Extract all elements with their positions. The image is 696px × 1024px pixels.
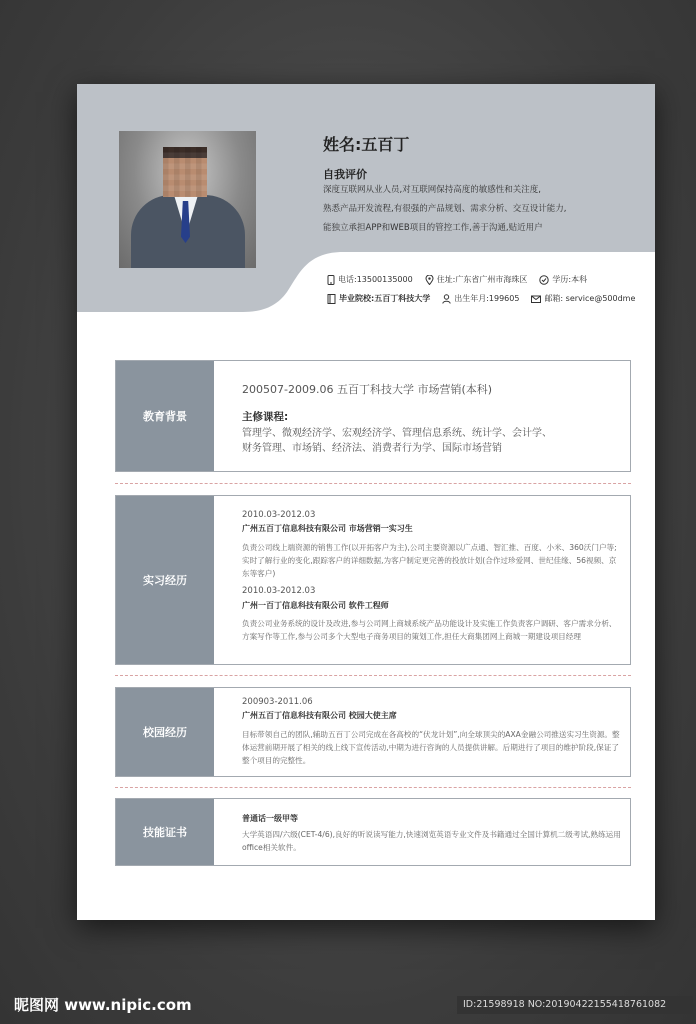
contact-row-2 (327, 293, 647, 304)
internship-label: 实习经历 (116, 496, 214, 664)
section-divider (115, 675, 631, 676)
person-icon (442, 294, 451, 304)
self-evaluation-line: 能独立承担APP和WEB项目的管控工作,善于沟通,贴近用户 (323, 223, 543, 233)
phone-icon (327, 275, 335, 285)
self-evaluation-line: 深度互联网从业人员,对互联网保持高度的敏感性和关注度, (323, 185, 541, 195)
contact-school: 毕业院校:五百丁科技大学 (339, 294, 431, 303)
location-pin-icon (425, 275, 434, 285)
watermark-logo: 昵图网 www.nipic.com (14, 996, 192, 1014)
campus-title: 广州五百丁信息科技有限公司 校园大使主席 (242, 711, 397, 720)
job-title: 广州一百丁信息科技有限公司 软件工程师 (242, 601, 389, 610)
job-date: 2010.03-2012.03 (242, 586, 316, 596)
contact-education: 学历:本科 (552, 275, 588, 284)
section-divider (115, 483, 631, 484)
self-evaluation-line: 熟悉产品开发流程,有很强的产品规划、需求分析、交互设计能力, (323, 204, 567, 214)
campus-section (115, 687, 631, 777)
section-divider (115, 787, 631, 788)
contact-phone: 电话:13500135000 (338, 275, 413, 284)
skills-section (115, 798, 631, 866)
profile-photo (119, 131, 256, 268)
internship-section (115, 495, 631, 665)
education-section (115, 360, 631, 472)
self-evaluation-title: 自我评价 (323, 168, 367, 181)
job-title: 广州五百丁信息科技有限公司 市场营销一实习生 (242, 524, 413, 533)
campus-description: 目标带领自己的团队,辅助五百丁公司完成在各高校的“伏龙计划”,向全球顶尖的AXA金融公司推送实习生资源。整体运营前期开展了相关的线上线下宣传活动,中期为进行咨询的人员提供讲解。后期进行了项目的维护阶段,保证了整个项目的完整性。 (242, 730, 620, 765)
book-icon (327, 294, 336, 304)
contact-birth: 出生年月:199605 (454, 294, 520, 303)
campus-label: 校园经历 (116, 688, 214, 776)
education-period: 200507-2009.06 五百丁科技大学 市场营销(本科) (242, 383, 493, 396)
candidate-name: 姓名:五百丁 (323, 135, 410, 154)
watermark-id: ID:21598918 NO:20190422155418761082 (457, 996, 693, 1014)
education-icon (539, 275, 549, 285)
courses-line: 财务管理、市场销、经济法、消费者行为学、国际市场营销 (242, 443, 502, 454)
resume-page (77, 84, 655, 920)
job-date: 2010.03-2012.03 (242, 510, 316, 520)
contact-row-1 (327, 274, 599, 285)
courses-title: 主修课程: (242, 411, 289, 423)
skills-title: 普通话一级甲等 (242, 814, 298, 823)
courses-line: 管理学、微观经济学、宏观经济学、管理信息系统、统计学、会计学、 (242, 428, 552, 439)
skills-description: 大学英语四/六级(CET-4/6),良好的听说读写能力,快速浏览英语专业文件及书籍通过全国计算机二级考试,熟练运用 office相关软件。 (242, 830, 621, 852)
job-description: 负责公司业务系统的设计及改进,参与公司网上商城系统产品功能设计及实施工作负责客户调研、客户需求分析、方案写作等工作,参与公司多个大型电子商务项目的策划工作,担任大商集团网上商城一期建设项目经理 (242, 619, 617, 641)
education-label: 教育背景 (116, 361, 214, 471)
mail-icon (531, 294, 541, 304)
job-description: 负责公司线上端资源的销售工作(以开拓客户为主),公司主要资源以广点通、智汇推、百度、小米、360沃门户等;实时了解行业的变化,跟踪客户的详细数据,为客户制定更完善的投放计划(合作过珍爱网、世纪佳缘、56视频、京东等客户) (242, 543, 617, 578)
contact-email: 邮箱: service@500dme (544, 294, 636, 303)
contact-address: 住址:广东省广州市海珠区 (436, 275, 528, 284)
campus-date: 200903-2011.06 (242, 697, 313, 707)
skills-label: 技能证书 (116, 799, 214, 865)
